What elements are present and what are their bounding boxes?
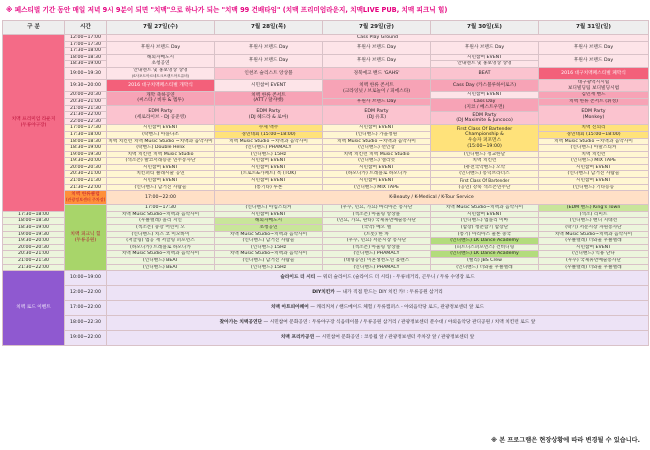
event-cell: (인디밴드) 기타등등	[539, 184, 649, 191]
time-cell: 18:00~18:30	[65, 138, 107, 145]
event-cell: (우쿠, 민요) 서문시장 봉사단	[323, 238, 431, 245]
pub-row	[3, 184, 649, 191]
header-day5: 7월 31일(일)	[539, 21, 649, 35]
event-cell: (인디밴드) MIX TAPE	[323, 184, 431, 191]
time-cell: 20:00~20:30	[3, 244, 65, 251]
venue-road-event: 치맥 로드 이벤트	[3, 271, 65, 346]
pub-row	[3, 158, 649, 165]
header-day4: 7월 30일(토)	[431, 21, 539, 35]
event-cell: 초청공연	[215, 225, 323, 232]
event-cell: (인디밴드) 아말스티커	[539, 145, 649, 152]
event-cell: 경북예고 밴드 'GAHS'	[323, 67, 431, 79]
event-cell: (민요, 가요, 판타) 국제휴먼예술봉사단	[323, 218, 431, 225]
event-cell: 치맥 Music Studio~치맥과 음악사이	[107, 211, 215, 218]
event-cell: (인디밴드) 남거진 사람들	[539, 171, 649, 178]
lounge-row	[3, 35, 649, 42]
event-cell: 시민참여 EVENT	[431, 54, 539, 61]
event-cell: 개막 축하공연 (씨스타 / 비투 & 엠투)	[107, 92, 215, 105]
event-cell: 후원사 브랜드 Day	[539, 54, 649, 67]
event-cell: (인디밴드) PHAMACY	[323, 251, 431, 258]
event-cell: 시민참여 EVENT	[323, 178, 431, 185]
event-cell: 경연대회 (15:00~18:00)	[539, 131, 649, 138]
schedule-table	[2, 20, 649, 346]
event-cell: (섹소) 리미트	[539, 211, 649, 218]
time-cell: 21:00~21:30	[65, 178, 107, 185]
event-cell: (통기) 아리아스 물론 중국	[431, 231, 539, 238]
event-cell: (섹소폰) 발코서래승준 연주봉사단	[107, 158, 215, 165]
event-cell: (인디밴드) 봉덕브라더스	[431, 171, 539, 178]
event-cell: 치맥 치킨런 치맥 Music Studio ~치맥과 음악사이	[108, 138, 213, 144]
header-day1: 7월 27일(수)	[107, 21, 215, 35]
event-cell: (인디밴드) LK Dance Academy	[431, 238, 539, 245]
pub-row	[3, 145, 649, 152]
event-cell: (국악) 예오 헬	[323, 225, 431, 232]
event-cell: (대형공연) 이혼생천도연 홀렌스	[323, 258, 431, 265]
event-cell: (인디밴드) 정교한날	[431, 151, 539, 158]
event-cell: 치맥 Music Studio~치맥과 음악사이	[107, 251, 215, 258]
event-cell: 치맥 Music Studio ~치맥과 음악사이	[539, 138, 649, 145]
event-cell: (우클렐레) 너와울 우클렐레	[539, 238, 649, 245]
event-cell: 후원사 브랜드 Day	[323, 54, 431, 67]
hallyu-text: K-Beauty / K-Medical / K-Tour Service	[215, 191, 649, 205]
road-row	[3, 271, 649, 286]
event-cell: (인디밴드) 선인장	[323, 145, 431, 152]
time-cell: 17:00~17:30	[107, 205, 215, 212]
time-cell: 19:30~20:00	[65, 80, 107, 92]
event-cell: (EDM 밴드) King's Town	[539, 205, 649, 212]
time-cell: 17:30~18:00	[3, 211, 65, 218]
lounge-row	[3, 80, 649, 92]
hallyu-row	[3, 191, 649, 205]
event-cell: (우쿠) 국제휴먼예술봉사단	[539, 258, 649, 265]
bartender-championship: First Class Of Bartender Championship & 우승자 퍼포먼스 (15:00~19:00)	[431, 125, 539, 151]
venue-lounge-title: 치맥 프리미엄 라운지	[11, 117, 56, 123]
event-cell: (인디밴드) 남거진 사람들	[215, 258, 323, 265]
event-cell: 안내멘트 및 홍보영상 상영	[431, 61, 539, 68]
event-cell: (우클렐레) 너와울 우클렐레	[539, 264, 649, 271]
time-cell: 12:00~17:00	[65, 35, 107, 42]
pub-row	[3, 125, 649, 132]
event-cell: 시민참여 EVENT	[323, 125, 431, 132]
event-cell: (우클렐레) 올리 지인	[107, 218, 215, 225]
event-cell: 인천조 슬리스트 앙상블	[215, 67, 323, 79]
event-cell: 시민참여 EVENT	[431, 211, 539, 218]
event-cell: BEAT	[431, 67, 539, 79]
road-event-text: 치맥 프리카공연 — 시민참여 문화공연 : 코롱월 앞 / 관광정보센터 주차장 앞 / 관광정보센터 앞	[107, 331, 649, 346]
event-cell: (인디밴드) 치즈 코 이모바이	[107, 231, 215, 238]
event-cell: 시민참여 EVENT	[215, 211, 323, 218]
pub-row	[3, 178, 649, 185]
event-cell: 시민참여 EVENT	[215, 158, 323, 165]
lounge-row	[3, 67, 649, 79]
time-cell: 22:00~22:30	[65, 118, 107, 125]
event-cell: 시민참여 EVENT	[107, 164, 215, 171]
event-cell: (인디밴드) BEAT	[107, 264, 215, 271]
time-cell: 12:00~22:00	[65, 286, 107, 301]
road-row	[3, 316, 649, 331]
event-cell: (인디밴드) 익용 난다	[539, 251, 649, 258]
time-cell: 18:00~22:30	[65, 316, 107, 331]
event-cell: (락밴드) Double Helix	[107, 145, 215, 152]
event-cell: (인디밴드) PHAMACY	[215, 145, 323, 152]
event-cell: (통기타) 투톤	[215, 184, 323, 191]
event-cell: (우쿠, 민요, 가요) 마리아온 봉사단	[323, 205, 431, 212]
event-cell: 시민참여 EVENT	[107, 125, 215, 132]
event-cell: (하모니카) 트레블로 하모니카	[323, 171, 431, 178]
event-cell: (인디밴드) 15Hz	[215, 264, 323, 271]
time-cell: 21:30~22:00	[65, 184, 107, 191]
event-cell: 시민참여 EVENT	[539, 244, 649, 251]
event-cell: (트롯) 한 차	[323, 231, 431, 238]
time-cell: 18:00~18:30	[65, 54, 107, 61]
event-cell: 시민참여 EVENT	[323, 164, 431, 171]
event-cell: (피트니스퍼포먼스) 건비디링	[431, 244, 539, 251]
event-cell: (하모니카) 트레블로 하모니카	[107, 244, 215, 251]
event-cell: 후원사 브랜드 Day	[431, 41, 539, 54]
road-event-text: DIY치킨카 — 내가 직접 만드는 DIY 치킨 카! : 두류공원 삼거리	[107, 286, 649, 301]
event-cell: 치맥 한류 콘서트 (휘성)	[539, 98, 649, 105]
lounge-row	[3, 41, 649, 48]
event-cell: 시민참여 EVENT	[539, 164, 649, 171]
event-cell: EDM Party (Monkey)	[539, 105, 649, 125]
event-cell: 후원사 브랜드 Day	[215, 41, 323, 54]
header-time: 시간	[65, 21, 107, 35]
event-cell: 후원사 브랜드 Day	[215, 54, 323, 67]
venue-hill: 치맥 피크닉 힐 (두류공원)	[65, 205, 107, 271]
pub-row	[3, 151, 649, 158]
lounge-row	[3, 54, 649, 61]
lounge-row	[3, 105, 649, 112]
event-cell: EDM Party (DJ Maximite & Juncoco)	[431, 112, 539, 125]
time-cell: 20:00~20:30	[65, 164, 107, 171]
pub-row	[3, 138, 649, 145]
time-cell: 19:00~19:30	[3, 231, 65, 238]
event-cell: 김민재 밴드	[539, 92, 649, 99]
event-cell: 후원사 브랜드 Day	[539, 41, 649, 54]
road-event-text: 찾아가는 치맥공연단 — 시민참여 문화공연 : 두류야구장 식음테이블 / 두류공원 삼거리 / 관광정보센터 분수대 / 야외음악당 관디공원 / 치맥 치킨런 로드 앞	[107, 316, 649, 331]
event-cell: (인디밴드) 엠플리 이마	[431, 218, 539, 225]
pub-row	[3, 164, 649, 171]
event-cell: 치맥 한류 콘서트 (크라잉넛 / 브로놀이 / 피에스타)	[323, 80, 431, 99]
time-cell: 20:00~20:30	[65, 92, 107, 99]
event-cell: 치맥 Music Studio~치맥과 음악사이	[215, 231, 323, 238]
time-cell: 18:30~19:00	[65, 145, 107, 152]
event-cell: (섹소폰) 아울링 앙상블	[323, 244, 431, 251]
event-cell: 시민참여 EVENT	[107, 178, 215, 185]
pub-row	[3, 171, 649, 178]
event-cell: (인디밴드) 15Hz	[215, 151, 323, 158]
time-cell: 19:30~20:00	[3, 238, 65, 245]
header-category: 구 분	[3, 21, 65, 35]
event-cell: 치맥 Music Studio ~치맥과 음악사이	[323, 138, 431, 145]
event-cell: (합장) 청춘합기 합장단	[431, 225, 539, 232]
time-cell: 18:30~19:00	[3, 225, 65, 232]
event-cell: 후원사 브랜드 Day	[323, 41, 431, 54]
cass-playground: Cass Play Ground	[107, 35, 649, 42]
header-day2: 7월 28일(목)	[215, 21, 323, 35]
event-cell: EDM Party (DJ 유호)	[323, 105, 431, 125]
hill-row	[3, 205, 649, 212]
notice-text: ※ 페스티벌 기간 동안 매일 저녁 9시 9분이 되면 "치맥"으로 하나가 되는 "치맥 99 건배타임" (치맥 프리미엄라운지, 치맥LIVE PUB, 치맥 피크닉 힐)	[6, 6, 448, 14]
time-cell: 17:00~22:00	[65, 301, 107, 316]
event-cell: 대구광역시시립 보디빌딩팀 보디빌딩시범	[539, 80, 649, 92]
time-cell: 21:30~22:00	[3, 264, 65, 271]
time-cell: 17:00~22:00	[107, 191, 215, 205]
event-cell: 해외자매도시 초청공연	[107, 54, 215, 67]
pub-row	[3, 131, 649, 138]
event-cell: (인디밴드) 엘리엇	[323, 158, 431, 165]
event-cell: (퓨전국악밴드) 오악	[431, 164, 539, 171]
event-cell: EDM Party (DJ 헤드라 & 로마)	[215, 105, 323, 125]
event-cell: (락기) 서문시장 자원봉사단	[539, 225, 649, 232]
event-cell: 후원사 브랜드 Day	[323, 98, 431, 105]
event-cell: (인디밴드) BEAT	[107, 258, 215, 265]
event-cell: 치킨퍼티 클래시쿨 공연	[107, 171, 215, 178]
header-day3: 7월 29일(금)	[323, 21, 431, 35]
lounge-row	[3, 98, 649, 105]
event-cell: 시민참여 EVENT	[215, 80, 323, 92]
event-cell: (저글링) 엠공 재 저글링 퍼포먼스	[107, 238, 215, 245]
road-row	[3, 331, 649, 346]
event-cell: (락밴드) 아플나조	[107, 131, 215, 138]
time-cell: 10:00~19:00	[65, 271, 107, 286]
event-cell: (인디밴드) MIX TAPE	[539, 158, 649, 165]
event-cell: 안내멘트 및 홍보영상 상영 (S사포트아르네트크브랜드아트유비)	[107, 67, 215, 79]
time-cell: 17:30~18:00	[65, 131, 107, 138]
time-cell: 21:00~21:30	[3, 258, 65, 265]
event-cell: (밸리) JBS Crew	[431, 258, 539, 265]
road-row	[3, 301, 649, 316]
event-cell: (인디밴드) 15Hz	[215, 244, 323, 251]
event-cell: 시민참여 EVENT	[431, 92, 539, 99]
time-cell: 21:30~22:00	[65, 112, 107, 119]
event-cell: (인디밴드) 남거진 사람들	[215, 238, 323, 245]
event-cell: 치맥 치킨런	[539, 151, 649, 158]
event-cell: 치맥 치킨런 치맥 Music Studio	[107, 151, 215, 158]
event-cell: 후원사 브랜드 Day	[107, 41, 215, 54]
event-cell: 시민참여 EVENT	[215, 164, 323, 171]
road-row	[3, 286, 649, 301]
event-cell: Cass Day (카스블루하이로즈)	[431, 80, 539, 92]
event-cell: (인디밴드) 너와울 우클렐레	[431, 264, 539, 271]
event-cell: 경연대회 (15:00~18:00)	[215, 131, 323, 138]
road-event-text: 슬라이드 더 시티 — 워터 슬라이드 (슬라이드 더 시티) - 두류네거리, 곤두니 / 두류 수영장 로드	[107, 271, 649, 286]
event-cell: (인디밴드) 아임스티커	[215, 205, 323, 212]
time-cell: 17:00~17:30	[65, 125, 107, 132]
road-event-text: 치맥 아트피아페어 — 캐리커쳐 / 핸드메이드 체험 / 두류캠퍼스 - 야외음악당 로드, 관광정보센터 앞 로드	[107, 301, 649, 316]
time-cell: 17:30~18:00	[65, 48, 107, 55]
time-cell: 20:30~21:00	[65, 98, 107, 105]
event-cell: (인디밴드) 남거진 사람들	[107, 184, 215, 191]
time-cell: 19:00~19:30	[65, 67, 107, 79]
event-cell: 시민참여 EVENT	[215, 178, 323, 185]
event-cell: 치맥 신의리	[539, 125, 649, 132]
event-cell: (트로트&가페트) 톡 (TOK)	[215, 171, 323, 178]
time-cell: 18:30~19:00	[65, 61, 107, 68]
event-cell: (공연) 강북 섹소폰연주단	[431, 184, 539, 191]
event-cell: First Class Of Bartender	[431, 178, 539, 185]
time-cell: 19:00~22:00	[65, 331, 107, 346]
event-cell: 치맥 치킨런 치맥 Music Studio	[323, 151, 431, 158]
time-cell: 18:00~18:30	[3, 218, 65, 225]
time-cell: 19:30~20:00	[65, 158, 107, 165]
time-cell: 17:00~17:30	[65, 41, 107, 48]
event-cell: (섹소폰) 아울링 앙상블	[323, 211, 431, 218]
event-cell: (인디밴드) PHAMACY	[323, 264, 431, 271]
event-cell: 2016 대구치맥페스티벌 폐막식	[539, 67, 649, 79]
time-cell: 21:00~21:30	[65, 105, 107, 112]
event-cell: 치맥 Music Studio~치맥과 음악사이	[431, 205, 539, 212]
event-cell: (인디밴드) 가을정원	[323, 131, 431, 138]
event-cell: 해외자매도시	[215, 218, 323, 225]
event-cell: 치맥 Music Studio~치맥과 음악사이	[539, 231, 649, 238]
event-cell: 치맥 치킨런	[431, 158, 539, 165]
venue-hallyu: 치맥 한류클럽 (관광정보센터 주차장)	[65, 191, 107, 205]
venue-lounge-sub: (두류야구장)	[20, 122, 47, 128]
venue-lounge	[3, 35, 65, 212]
event-cell: 시민참여 EVENT	[539, 178, 649, 185]
event-cell: (섹소폰) 중강 어린이 오	[107, 225, 215, 232]
event-cell: (인디밴드) 밴디 지대선	[539, 218, 649, 225]
time-cell: 20:30~21:00	[65, 171, 107, 178]
footnote: ※ 본 프로그램은 현장상황에 따라 변경될 수 있습니다.	[491, 437, 640, 444]
header-row	[3, 21, 649, 35]
event-cell: Cass Day (지코 / 베스트우먼)	[431, 98, 539, 111]
event-cell: 치맥 한류 콘서트 (ATT / 달샤벳)	[215, 92, 323, 105]
event-cell: EDM Party (세로라이브 - DJ 공준영)	[107, 105, 215, 125]
event-cell: 수제 맥주	[215, 125, 323, 132]
event-cell: (인디밴드) LK Dance Academy	[431, 251, 539, 258]
time-cell: 20:30~21:00	[3, 251, 65, 258]
event-cell: 치맥 Music Studio ~치맥과 음악사이	[215, 138, 323, 145]
time-cell: 19:00~19:30	[65, 151, 107, 158]
event-cell: 치맥 Music Studio~치맥과 음악사이	[215, 251, 323, 258]
opening-ceremony: 2016 대구치맥페스티벌 개막식	[107, 80, 215, 92]
